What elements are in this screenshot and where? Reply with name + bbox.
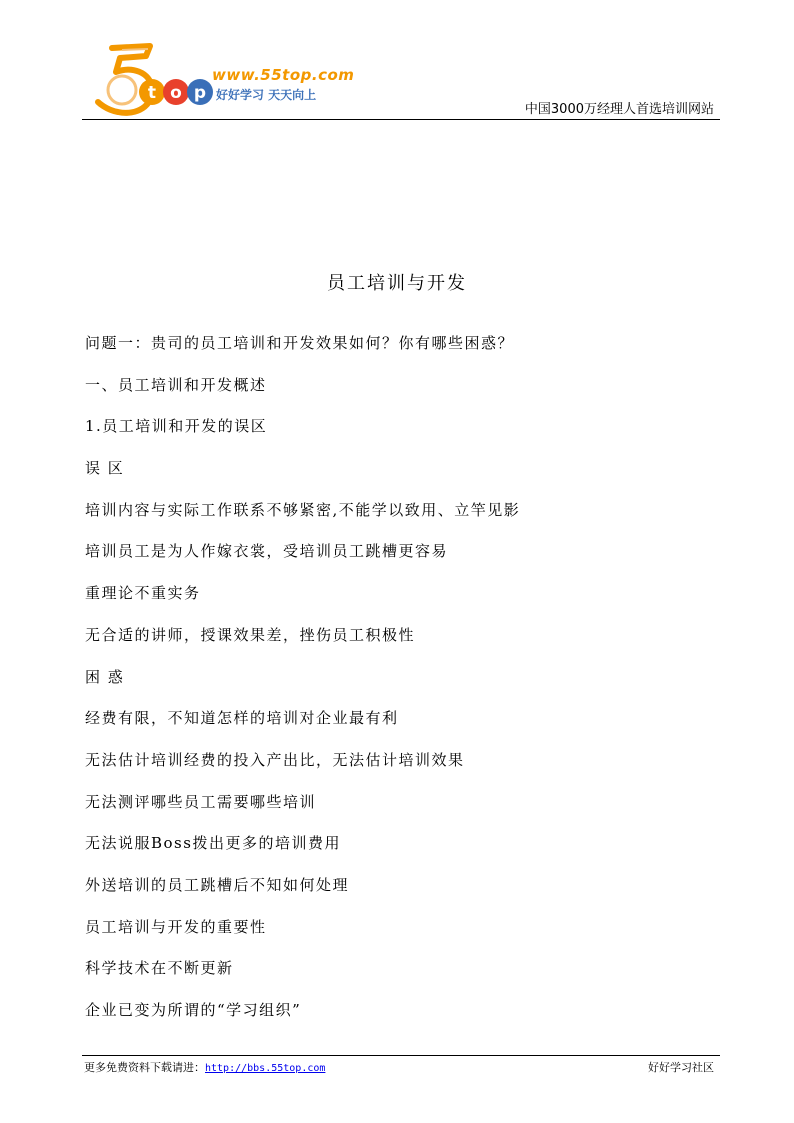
body-line: 企业已变为所谓的“学习组织” [85, 1001, 302, 1019]
body-line: 无合适的讲师，授课效果差，挫伤员工积极性 [85, 625, 416, 644]
body-line: 无法说服Boss拨出更多的培训费用 [85, 834, 341, 853]
body-line: 经费有限，不知道怎样的培训对企业最有利 [85, 709, 399, 728]
footer-download-note [84, 1059, 325, 1075]
subheading-misconceptions: 误 区 [85, 459, 125, 478]
subheading-confusions: 困 惑 [85, 667, 125, 686]
footer-community: 好好学习社区 [648, 1061, 714, 1074]
body-line: 无法估计培训经费的投入产出比，无法估计培训效果 [85, 750, 465, 769]
body-line: 无法测评哪些员工需要哪些培训 [85, 792, 317, 811]
document-title: 员工培训与开发 [327, 273, 467, 294]
body-line: 科学技术在不断更新 [85, 959, 234, 978]
svg-text:p: p [193, 83, 207, 103]
footer-divider [82, 1055, 720, 1056]
site-logo [92, 40, 362, 116]
header-tagline: 中国3000万经理人首选培训网站 [524, 102, 714, 117]
footer-label: 更多免费资料下载请进： [84, 1061, 205, 1074]
body-line: 培训内容与实际工作联系不够紧密,不能学以致用、立竿见影 [85, 500, 521, 519]
header-divider [82, 119, 720, 120]
logo-url: www.55top.com [212, 66, 355, 84]
body-line: 重理论不重实务 [85, 584, 201, 603]
body-line: 外送培训的员工跳槽后不知如何处理 [85, 875, 350, 894]
logo-top-mark [138, 70, 218, 110]
body-line: 培训员工是为人作嫁衣裳，受培训员工跳槽更容易 [85, 542, 449, 561]
body-line: 员工培训与开发的重要性 [85, 917, 267, 936]
subsection-heading: 1.员工培训和开发的误区 [85, 417, 268, 436]
svg-text:t: t [147, 83, 157, 103]
footer-link[interactable]: http://bbs.55top.com [205, 1063, 326, 1074]
logo-slogan: 好好学习 天天向上 [216, 88, 317, 102]
body-line: 问题一：贵司的员工培训和开发效果如何？你有哪些困惑？ [85, 334, 515, 352]
document-body [85, 332, 520, 1041]
section-heading: 一、员工培训和开发概述 [85, 375, 267, 394]
svg-text:o: o [170, 83, 182, 103]
